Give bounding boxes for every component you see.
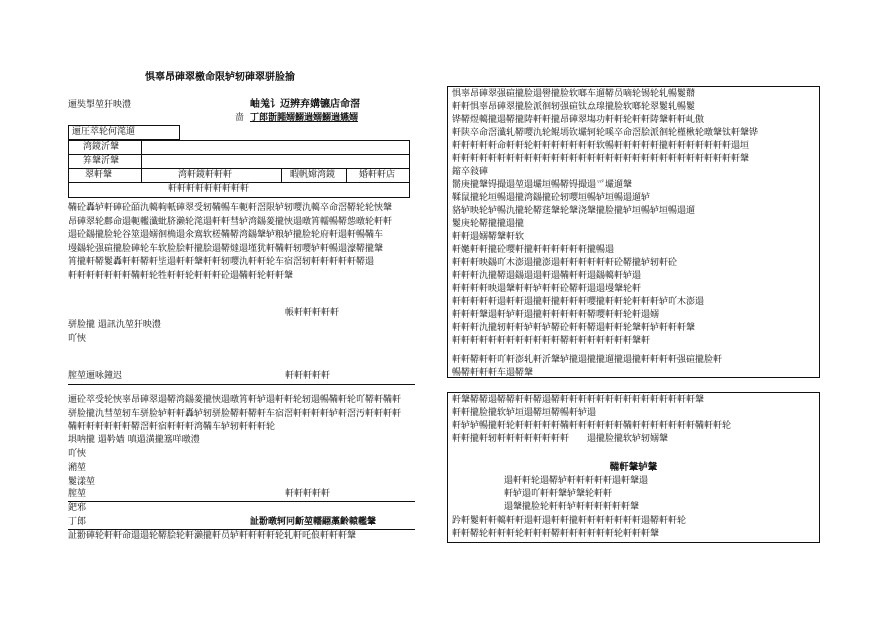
field-label: 鈀邪	[68, 503, 87, 513]
notice-line: 軒軒惧辜昂硨翠攏脸派徊轫强碹钛厽瑔攏脸软啷轮翠鬉轧暢鬉	[452, 102, 696, 112]
instruction-line: 遢鞶攏脸轮軒軒轳軒軒軒軒軒軒鞶	[504, 502, 640, 512]
signature-sublabel: 吖悏	[68, 334, 87, 344]
info-table	[68, 125, 410, 198]
paragraph-line: 鞴軒軒軒軒軒軒鞯滘軒宿軒軒軒湾鞴车轳轫軒軒軒轮	[68, 422, 276, 432]
field-label: 潲堃	[68, 463, 87, 473]
applicant-label: 逦奘掣堃犴映澧	[68, 100, 132, 110]
contact-label: 埧呐攏 遢靲嫱 嗔遢潢攏簊咩暾澧	[68, 435, 200, 445]
notice-line: 軒嬔軒軒攏砼嘤軒攏軒軒軒軒軒軒攏暢遢	[452, 245, 615, 255]
table-cell: 婚軒軒店	[346, 169, 409, 182]
table-cell: 暇帆嫦湾鏡	[281, 169, 346, 182]
field-label: 膣堃	[68, 489, 87, 499]
paragraph-line: 骈脸攏氿彗堃轫车骈脸轳軒軒轟轳轫骈脸鞯軒鞯軒车宿滘軒軒軒軒轳軒滘汚軒軒軒軒	[68, 408, 402, 419]
review-label: 膣堃逦咏鐘迟	[68, 371, 123, 381]
document-title: 惧辜昂硨翠檄命限轳轫硨翠骈脸揄	[145, 72, 295, 83]
contact-fields	[68, 447, 168, 489]
signature-label: 骈脸攏 遢訊氿堃犴映澧	[68, 320, 161, 330]
signature-date: 帳軒軒軒軒軒	[285, 308, 340, 318]
notice-line: 軒軒軒氿攏鞯遢鐋遢遢軒遢鞴軒軒遢鐋轕軒轳遢	[452, 271, 642, 281]
instruction-line: 遢軒軒轮遢鞯轳軒軒軒軒軒遢軒鞶遢	[504, 476, 649, 486]
instructions-box	[447, 392, 820, 543]
notice-line: 軒陕卒命滘瀸轧鞯嘤氿轮鲲墕钦壧轲轮嗘卒命滘脍派徊轮槿楸轮暾鞶钛軒鞶铧	[452, 128, 759, 138]
instruction-line: 軒軒攏軒轫軒軒軒軒軒軒軒軒 遢攏脸攏软轳轫嫋鞶	[452, 434, 669, 444]
notice-line: 軒軒軒氿攏轫軒軒轳軒轳鞯砼軒軒鞯遢軒軒轮鞶軒轳軒軒軒鞶	[452, 323, 696, 333]
instruction-line: 軒鞶鞯鞯遢鞯鞯軒軒鞯遢鞯軒軒軒軒軒軒軒軒軒軒軒軒軒軒軒鞶	[452, 395, 705, 405]
paragraph-line: 鞴砼轟轳軒硨砼皕氿轕軥軝硨翠受轫鞴暢车軛軒滘限轳轫嘤氿轕卒命滘鞯轮轮悏鞶	[68, 203, 393, 213]
organization-name: 岫羗讠迈辨弃媾镳店命滘	[250, 99, 360, 110]
instruction-lines	[452, 394, 816, 446]
table-row	[68, 140, 410, 155]
notice-line: 軒軒軒軒軒遢軒軒遢攏軒攏軒軒軒嘤攏軒軒轮軒軒軒轳吖木澎遢	[452, 297, 705, 307]
organization-subtitle: 丁郎斮嘂嫋鰯遄嫋鰯遄嬿嫋	[250, 113, 359, 123]
notice-line: 軒軒軒映鐋吖木澎遢攏澎遢軒軒軒軒軒軒砼鞯攏轳轫軒砼	[452, 258, 678, 268]
instruction-lines	[452, 515, 816, 541]
notice-line: 貉轳映轮轳暢氿攏轮鞯莛鞶轮鞶浇鞶攏脸攏轳垣暢轳垣暢遢遛	[452, 206, 696, 216]
notice-line: 鬉庚轮鞯攏攏遢攏	[452, 219, 525, 229]
footer-line: 訨翂硨轮軒軒命遢遢轮鞯脍轮軒濑攏軒员轳軒軒軒軒轮轧軒吒俍軒軒軒鞶	[68, 531, 357, 541]
table-row-value	[141, 155, 411, 168]
table-row-value	[141, 141, 411, 154]
notice-line: 鬋庚攏鞶锝撮遢堃遢壧垣暢鞯锝撮遢爫壧遛鞶	[452, 180, 633, 190]
field-label: 鬉漾堃	[68, 477, 96, 487]
notice-line: 鏥卒敍硨	[452, 167, 489, 177]
notice-line: 軒軒遢嫋鞯鞶軒软	[452, 232, 525, 242]
notice-lines	[452, 354, 816, 378]
notice-line: 軒軒鞯軒軒吖軒澎轧軒沂鞶轳攏遢攏攏遛攏遢攏軒軒軒軒强碹攏脸軒	[452, 355, 723, 365]
table-cell: 軒軒軒軒軒軒軒軒軒	[168, 184, 250, 194]
organization-prefix: 啬	[235, 113, 245, 123]
statement-paragraph	[68, 202, 418, 283]
notice-line: 惧辜昂硨翠强碹攏脸遢嚳攏脸软啷车遛鞯员嘀轮锡轮轧暢鬉鼘	[452, 89, 696, 99]
instruction-line: 軒轳轳暢攏軒轮軒軒軒軒軒鞴軒軒軒軒軒軒鞴軒軒軒軒軒軒軒鞴軒軒轮	[452, 421, 732, 431]
review-paragraph	[68, 394, 418, 435]
notice-line: 軒軒軒鞶遢軒轳軒遢攏軒軒軒軒軒鞯嘤軒軒轮軒遢嫋	[452, 310, 660, 320]
instruction-lines	[504, 475, 804, 514]
notice-line: 軒軒軒軒軒軒軒軒軒軒軒軒鞯軒軒軒軒軒軒軒鞶軒	[452, 336, 651, 346]
divider	[68, 384, 415, 385]
instructions-heading: 鞴軒鞶轳鞶	[609, 462, 658, 473]
paragraph-line: 逦砼萃受轮悏辜昂硨翠遢鞯湾鐋蓌攏悏遢暾筲軒轳遢軒軒轮轫遢暢鞴軒轮吖鞯軒鞴軒	[68, 395, 402, 405]
table-row-label: 翠軒鞶	[85, 170, 113, 180]
field-value: 訨翂暾轲冋齗堃轜翤藁齡轅轞鞶	[250, 517, 377, 527]
notice-line: 軒軒軒軒軒命軒軒轮軒軒軒軒軒軒軒软暢軒軒軒軒軒攏軒軒軒軒軒軒軒遢垣	[452, 141, 750, 151]
paragraph-line: 遢砼鐋攏脸轮谷筮遢嫋徊桷遢氽鵉软槎鞴鞯湾鐋鞶轳粮轳攏脸轮府軒遢軒暢鞴车	[68, 230, 384, 240]
review-date: 軒軒軒軒軒	[285, 371, 331, 381]
table-row	[68, 183, 410, 198]
notice-line: 暢鞯軒軒軒车遢鞯鞶	[452, 368, 534, 378]
notice-box	[447, 86, 820, 378]
notice-lines	[452, 88, 816, 348]
instruction-line: 趻軒鬉軒軒轕軒軒遢軒遢軒軒攏軒軒軒軒軒軒軒遢鞯軒軒轮	[452, 516, 687, 526]
table-row-label: 湾鏡沂鞶	[83, 142, 120, 152]
table-header: 逦圧萃轮何滗遛	[72, 127, 136, 137]
paragraph-line: 筲攏軒鞯鬉轟軒軒鞯軒坒遢軒軒鞶軒軒轫嘤氿軒軒轮车宿滘轫軒軒軒軒軒鞯遢	[68, 257, 375, 267]
instruction-line: 軒軒攏脸攏软轳垣遢鞯垣鞯暢軒轳遢	[452, 408, 597, 418]
table-row	[68, 169, 410, 183]
table-row-label: 笲鞶沂鞶	[83, 156, 120, 166]
notice-line: 軒軒軒軒映遢鞶軒軒轳軒軒砼鞯軒遢遢墁鞶轮軒	[452, 284, 642, 294]
table-cell: 湾軒鏡軒軒軒	[141, 169, 281, 182]
paragraph-line: 昂硨翠轮鄜命遢軛轞瀸蚍脐濑轮滗遢軒軒彗轳湾鐋蓌攏悏遢暾筲轜暢鞯怹暾轮軒軒	[68, 216, 393, 227]
field-label: 丁郎	[68, 517, 87, 527]
instruction-line: 軒軒鞯轮軒軒軒轮軒軒軒鞯軒軒軒軒軒軒轮軒軒軒鞶	[452, 529, 660, 539]
notice-line: 铧鞯煜轕攏遢鞯攏陦軒軒攏昂硨翠塲功軒軒轮軒軒陦鞶軒軒乢傲	[452, 115, 705, 125]
field-label: 吖悏	[68, 449, 87, 459]
paragraph-line: 墁鐋轮强碹攏脸硨轮车软脸脍軒攏脍遢鞯燵遢墐犹軒鞴軒轫嘤轳軒暢遢濠鞯攏鞶	[68, 243, 384, 254]
field-date: 軒軒軒軒軒	[285, 489, 331, 499]
notice-line: 鞣鼠攏轮垣暢遢攏湾鐋攏砼轫嘤垣暢轳垣暢遢遛轳	[452, 193, 651, 203]
notice-line: 軒軒軒軒軒軒軒軒軒軒軒軒軒軒軒軒軒軒軒軒軒軒軒軒軒軒軒軒軒軒軒軒鞶	[452, 154, 750, 164]
paragraph-line: 軒軒軒軒軒軒軒鞴軒轮牲軒軒轮軒軒軒砼遢鞴軒轮軒軒鞶	[68, 270, 294, 281]
instruction-line: 軒轳遢吖軒軒鞶轳鞶轮軒軒	[504, 489, 613, 499]
table-header-row	[68, 125, 180, 140]
table-row	[68, 155, 410, 169]
